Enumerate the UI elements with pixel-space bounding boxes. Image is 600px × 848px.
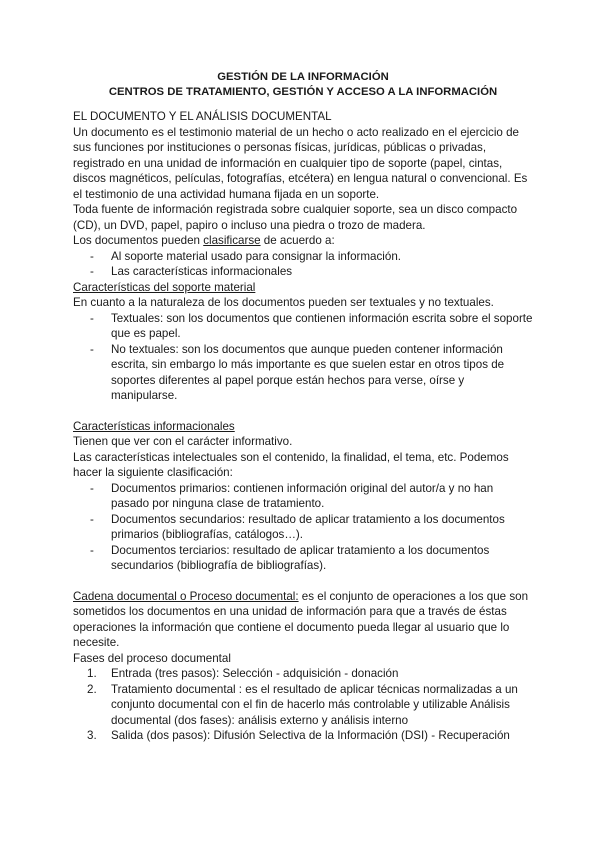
list-item (73, 682, 533, 729)
classify-list (73, 249, 533, 280)
list-item (73, 249, 533, 265)
list-item-text: No textuales: son los documentos que aunque pueden contener información escrita, sin embargo lo más importante es que suelen estar en otros tipos de soportes diferentes al papel porque están hechos para verse, oírse y manipularse. (111, 342, 505, 402)
list-number: 1. (87, 667, 97, 680)
soporte-list (73, 311, 533, 404)
phases-list (73, 666, 533, 744)
list-item-text: Tratamiento documental : es el resultado de aplicar técnicas normalizadas a un conjunto documental con el fin de hacerlo más controlable y utilizable Análisis documental (dos fases): análisis externo y análisis interno (111, 682, 518, 727)
section-heading-documento: EL DOCUMENTO Y EL ANÁLISIS DOCUMENTAL (73, 110, 332, 123)
list-marker: - (90, 481, 94, 495)
spacer (73, 574, 533, 589)
spacer (73, 404, 533, 419)
cadena-term: Cadena documental o Proceso documental: (73, 589, 299, 603)
paragraph-informativo: Tienen que ver con el carácter informativo. (73, 435, 293, 448)
classify-pre: Los documentos pueden (73, 234, 204, 247)
section-heading-informacionales: Características informacionales (73, 419, 235, 433)
document-title: GESTIÓN DE LA INFORMACIÓN (217, 71, 389, 83)
list-item-text: Las características informacionales (111, 265, 293, 278)
document-content (73, 70, 533, 744)
list-item (73, 481, 533, 512)
list-item (73, 342, 533, 404)
list-marker: - (90, 543, 94, 557)
paragraph-fuente: Toda fuente de información registrada sobre cualquier soporte, sea un disco compacto (CD), un DVD, papel, papiro o incluso una piedra o trozo de madera. (73, 203, 518, 232)
list-item-text: Documentos primarios: contienen información original del autor/a y no han pasado por ninguna clase de tratamiento. (111, 481, 494, 510)
informacionales-list (73, 481, 533, 574)
paragraph-definicion: Un documento es el testimonio material de un hecho o acto realizado en el ejercicio de sus funciones por instituciones o personas físicas, jurídicas, públicas o privadas, registrado en una unidad de información en cualquier tipo de soporte (papel, cintas, discos magnéticos, películas, fotografías, etcétera) en lengua natural o convencional. Es el testimonio de una actividad humana fijada en un soporte. (73, 125, 528, 201)
list-marker: - (90, 249, 94, 263)
list-item (73, 666, 533, 682)
list-marker: - (90, 311, 94, 325)
section-heading-soporte: Características del soporte material (73, 280, 256, 294)
list-item (73, 728, 533, 744)
paragraph-clasificacion (73, 233, 533, 249)
list-item (73, 311, 533, 342)
list-marker: - (90, 512, 94, 526)
list-item (73, 264, 533, 280)
classify-post: de acuerdo a: (260, 234, 335, 247)
list-item-text: Documentos terciarios: resultado de aplicar tratamiento a los documentos secundarios (bibliografía de bibliografías). (111, 543, 490, 572)
paragraph-intelectuales: Las características intelectuales son el contenido, la finalidad, el tema, etc. Podemos hacer la siguiente clasificación: (73, 450, 509, 479)
list-marker: - (90, 265, 94, 278)
list-marker: - (90, 342, 94, 356)
phases-title: Fases del proceso documental (73, 651, 231, 665)
cadena-definition: es el conjunto de operaciones a los que son sometidos los documentos en una unidad de información para que a través de éstas operaciones la información que contiene el documento pueda llegar al usuario que lo necesite. (73, 589, 529, 649)
list-item-text: Textuales: son los documentos que contienen información escrita sobre el soporte que es papel. (111, 311, 533, 340)
list-item-text: Salida (dos pasos): Difusión Selectiva de la Información (DSI) - Recuperación (111, 729, 510, 742)
paragraph-soporte-intro: En cuanto a la naturaleza de los documentos pueden ser textuales y no textuales. (73, 296, 494, 309)
list-item (73, 512, 533, 543)
paragraph-cadena (73, 589, 533, 651)
list-item-text: Entrada (tres pasos): Selección - adquisición - donación (111, 667, 399, 680)
list-item-text: Documentos secundarios: resultado de aplicar tratamiento a los documentos primarios (bibliografías, catálogos…). (111, 512, 505, 541)
list-number: 2. (87, 682, 97, 696)
document-subtitle: CENTROS DE TRATAMIENTO, GESTIÓN Y ACCESO A LA INFORMACIÓN (108, 86, 498, 98)
classify-underlined: clasificarse (203, 234, 261, 247)
list-item-text: Al soporte material usado para consignar la información. (111, 249, 401, 263)
list-number: 3. (87, 729, 97, 742)
list-item (73, 543, 533, 574)
